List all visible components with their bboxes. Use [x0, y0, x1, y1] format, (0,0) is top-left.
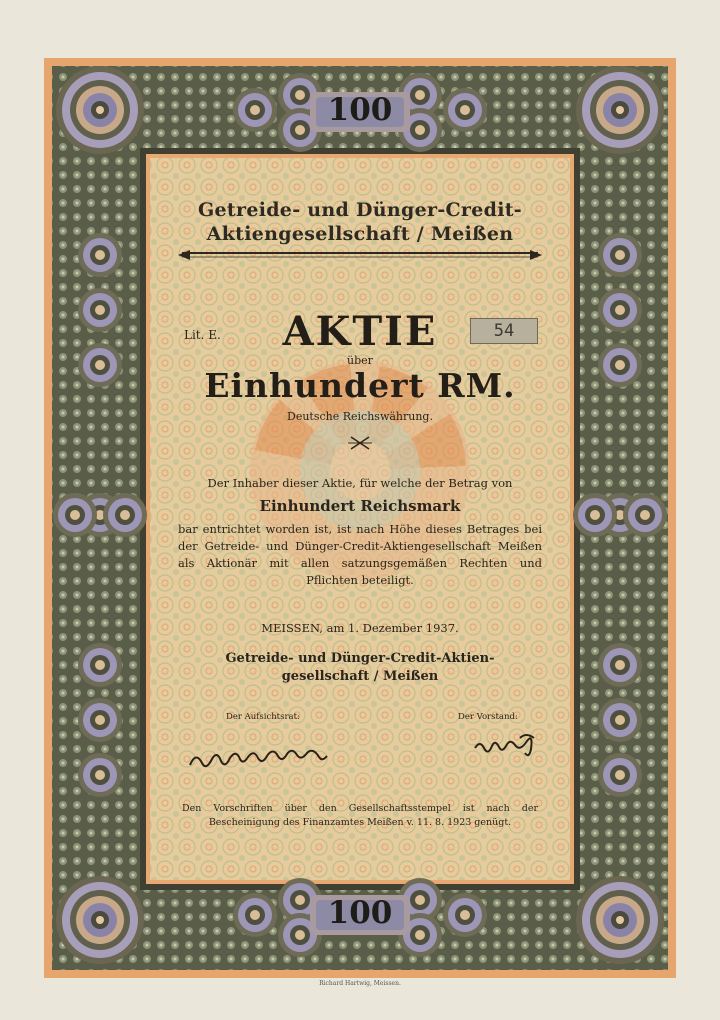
denomination-bottom: 100: [327, 895, 393, 931]
company-line-1: Getreide- und Dünger-Credit-: [198, 199, 522, 221]
stamp-note: Den Vorschriften über den Gesellschaftsstempel ist nach der Bescheinigung des Finanzamtes Meißen v. 11. 8. 1923 genügt.: [182, 803, 538, 828]
over-text: über: [347, 354, 373, 367]
board-label: Der Vorstand:: [458, 712, 518, 722]
issuer-line-1: Getreide- und Dünger-Credit-Aktien-: [225, 651, 495, 666]
supervisory-board-label: Der Aufsichtsrat:: [226, 712, 300, 722]
denomination-top: 100: [327, 92, 393, 128]
issuer-line-2: gesellschaft / Meißen: [281, 669, 439, 684]
document-title: AKTIE: [282, 308, 438, 355]
body-text: bar entrichtet worden ist, ist nach Höhe dieses Betrages bei der Getreide- und Dünger-Credit-Aktiengesellschaft Meißen als Aktionär mit allen satzungsgemäßen Rechten und Pflichten beteiligt.: [178, 522, 542, 587]
amount-heading: Einhundert RM.: [204, 366, 516, 405]
series-label: Lit. E.: [184, 328, 221, 342]
place-date: MEISSEN, am 1. Dezember 1937.: [261, 621, 459, 635]
serial-number: 54: [470, 318, 538, 344]
company-line-2: Aktiengesellschaft / Meißen: [206, 223, 514, 245]
currency-text: Deutsche Reichswährung.: [287, 410, 433, 423]
issuer-name: [150, 650, 570, 686]
printer-imprint: Richard Hartwig, Meissen.: [319, 980, 401, 987]
bearer-intro: Der Inhaber dieser Aktie, für welche der Betrag von: [207, 476, 513, 490]
company-name: [150, 198, 570, 246]
amount-in-words: Einhundert Reichsmark: [259, 497, 461, 515]
